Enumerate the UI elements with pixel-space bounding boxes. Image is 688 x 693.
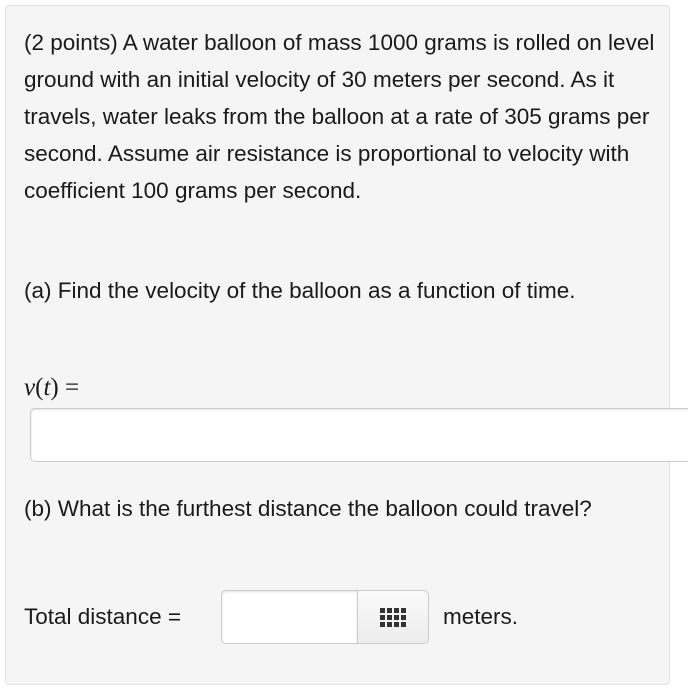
paren-close-equals: ) =: [50, 374, 80, 401]
distance-answer-input[interactable]: [221, 590, 357, 644]
velocity-label: [24, 374, 79, 402]
grid-icon: [380, 608, 406, 627]
equation-palette-button[interactable]: [357, 590, 429, 644]
velocity-var: v: [24, 374, 36, 401]
part-b-question: (b) What is the furthest distance the balloon could travel?: [24, 496, 592, 521]
problem-text: (2 points) A water balloon of mass 1000 grams is rolled on level ground with an initial velocity of 30 meters per second. As it travels, water leaks from the balloon at a rate of 305 grams per second. Assume air resistance is proportional to velocity with coefficient 100 grams per second.: [24, 30, 655, 203]
problem-statement: [24, 24, 664, 209]
part-a-question: (a) Find the velocity of the balloon as a function of time.: [24, 278, 576, 303]
distance-input-group: [221, 590, 429, 644]
paren-open: (: [35, 374, 44, 401]
total-distance-label: Total distance =: [24, 604, 181, 629]
time-var: t: [43, 374, 51, 401]
units-label: meters.: [443, 604, 519, 629]
velocity-answer-input[interactable]: [30, 408, 688, 462]
